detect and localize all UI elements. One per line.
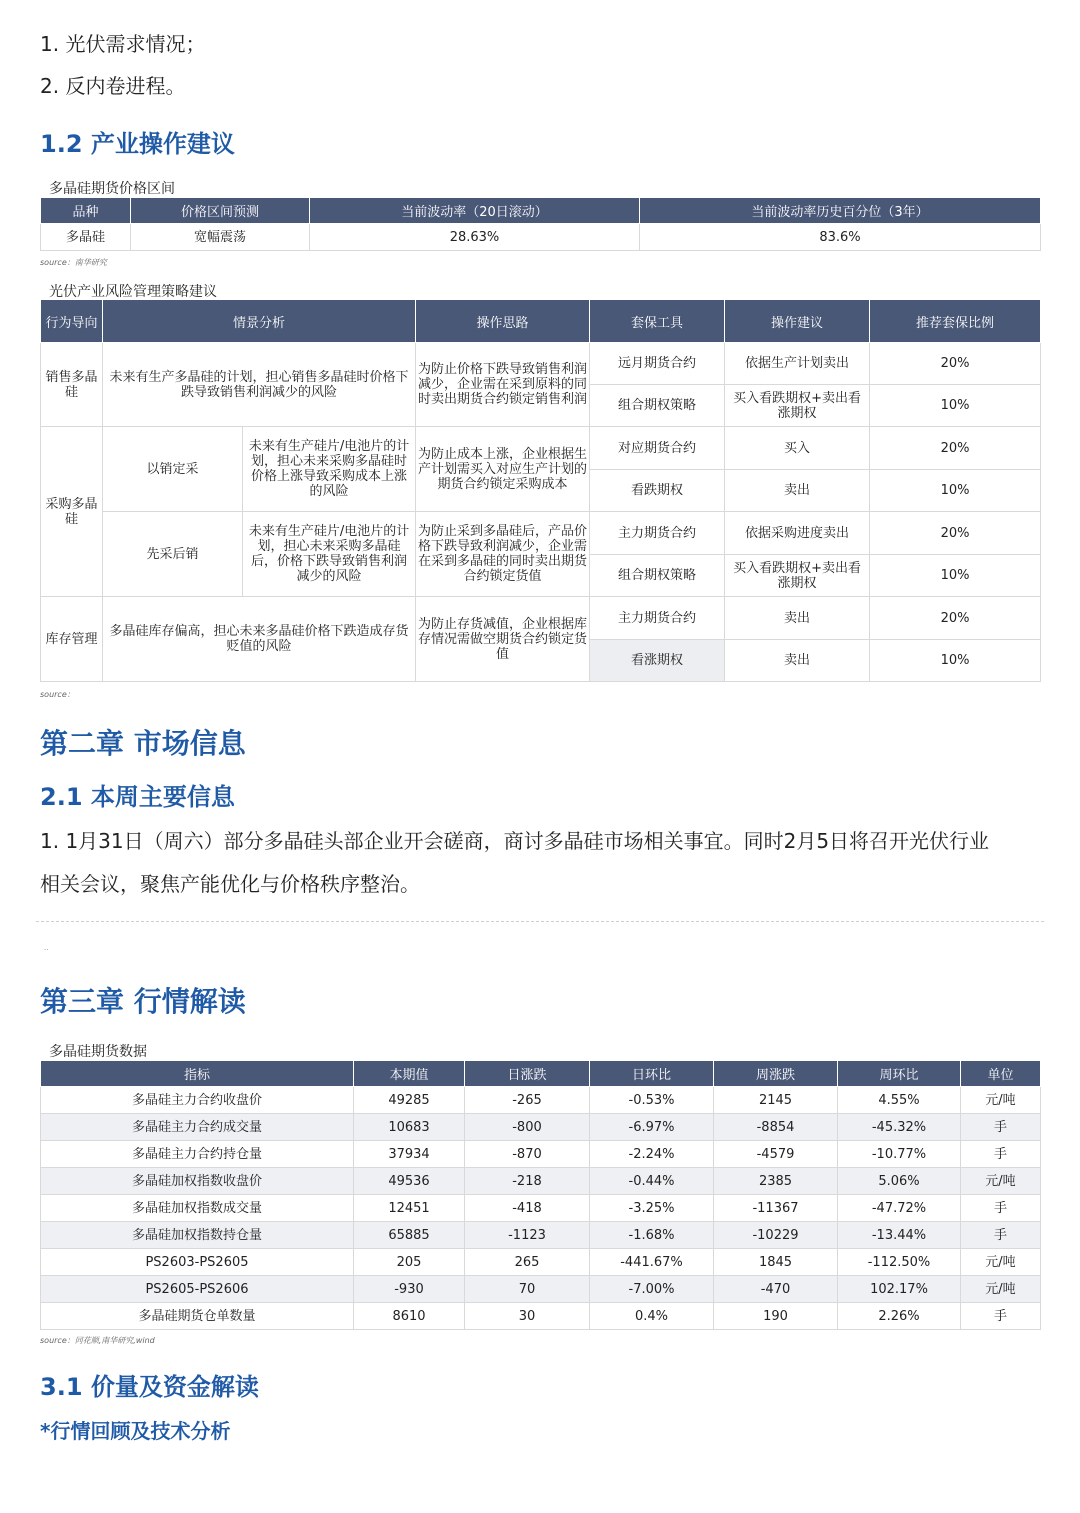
- ratio-cell: 20%: [870, 512, 1041, 555]
- table-cell: 0.4%: [590, 1303, 714, 1330]
- ratio-cell: 20%: [870, 343, 1041, 385]
- table-cell: 宽幅震荡: [131, 224, 310, 251]
- news-line-2: 相关会议，聚焦产能优化与价格秩序整治。: [40, 872, 420, 896]
- advice-cell: 买入看跌期权+卖出看涨期权: [725, 555, 870, 597]
- section-heading-2-1: 2.1 本周主要信息: [40, 783, 235, 811]
- scenario-cell: 未来有生产硅片/电池片的计划，担心未来采购多晶硅后，价格下跌导致销售利润减少的风险: [243, 512, 416, 597]
- tool-cell: 组合期权策略: [590, 385, 725, 427]
- table-header: 本期值: [354, 1061, 465, 1087]
- table-cell: -470: [714, 1276, 838, 1303]
- table-row: [41, 1303, 1041, 1330]
- table-cell: 83.6%: [640, 224, 1041, 251]
- table-cell: 手: [961, 1222, 1041, 1249]
- advice-cell: 依据生产计划卖出: [725, 343, 870, 385]
- table-cell: 49536: [354, 1168, 465, 1195]
- table-header: 操作建议: [725, 300, 870, 343]
- behavior-cell: 库存管理: [41, 597, 103, 682]
- table-cell: 205: [354, 1249, 465, 1276]
- table-header: 单位: [961, 1061, 1041, 1087]
- table-cell: 多晶硅加权指数持仓量: [41, 1222, 354, 1249]
- table-cell: 190: [714, 1303, 838, 1330]
- table-cell: 多晶硅: [41, 224, 131, 251]
- table-cell: 102.17%: [838, 1276, 961, 1303]
- advice-cell: 依据采购进度卖出: [725, 512, 870, 555]
- table-cell: 4.55%: [838, 1087, 961, 1114]
- futures-data-table: [40, 1060, 1041, 1330]
- mode-cell: 以销定采: [103, 427, 243, 512]
- section-divider: [36, 921, 1044, 922]
- table-header: 周涨跌: [714, 1061, 838, 1087]
- strategy-cell: 为防止采到多晶硅后，产品价格下跌导致利润减少，企业需在采到多晶硅的同时卖出期货合约锁定货值: [416, 512, 590, 597]
- table-row: [41, 1087, 1041, 1114]
- table-cell: -418: [465, 1195, 590, 1222]
- table-cell: 30: [465, 1303, 590, 1330]
- strategy-cell: 为防止价格下跌导致销售利润减少，企业需在采到原料的同时卖出期货合约锁定销售利润: [416, 343, 590, 427]
- price-range-table: [40, 197, 1041, 251]
- tool-cell: 主力期货合约: [590, 597, 725, 640]
- table-header: 价格区间预测: [131, 198, 310, 224]
- table-caption-futures-data: 多晶硅期货数据: [49, 1044, 147, 1060]
- ratio-cell: 10%: [870, 385, 1041, 427]
- behavior-cell: 采购多晶硅: [41, 427, 103, 597]
- table-cell: PS2603-PS2605: [41, 1249, 354, 1276]
- table-cell: 多晶硅期货仓单数量: [41, 1303, 354, 1330]
- table-cell: 2385: [714, 1168, 838, 1195]
- table-cell: PS2605-PS2606: [41, 1276, 354, 1303]
- tool-cell: 主力期货合约: [590, 512, 725, 555]
- section-heading-1-2: 1.2 产业操作建议: [40, 130, 235, 158]
- risk-strategy-table: [40, 299, 1041, 682]
- table-cell: 2145: [714, 1087, 838, 1114]
- table-header: 操作思路: [416, 300, 590, 343]
- ratio-cell: 20%: [870, 597, 1041, 640]
- advice-cell: 卖出: [725, 470, 870, 512]
- table-header: 套保工具: [590, 300, 725, 343]
- table-cell: -45.32%: [838, 1114, 961, 1141]
- table-cell: -1.68%: [590, 1222, 714, 1249]
- table-cell: 手: [961, 1303, 1041, 1330]
- table-row: [41, 1195, 1041, 1222]
- table-cell: 元/吨: [961, 1087, 1041, 1114]
- table-cell: -0.53%: [590, 1087, 714, 1114]
- table-cell: 多晶硅主力合约收盘价: [41, 1087, 354, 1114]
- table-cell: -47.72%: [838, 1195, 961, 1222]
- table-header: 行为导向: [41, 300, 103, 343]
- advice-cell: 买入: [725, 427, 870, 470]
- table-cell: 手: [961, 1141, 1041, 1168]
- table-header: 情景分析: [103, 300, 416, 343]
- table-cell: -6.97%: [590, 1114, 714, 1141]
- table-cell: 49285: [354, 1087, 465, 1114]
- table-cell: 多晶硅主力合约成交量: [41, 1114, 354, 1141]
- tool-cell: 组合期权策略: [590, 555, 725, 597]
- table-header: 品种: [41, 198, 131, 224]
- chapter-3-title: 第三章 行情解读: [40, 985, 246, 1018]
- advice-cell: 卖出: [725, 597, 870, 640]
- table-cell: 元/吨: [961, 1168, 1041, 1195]
- table-cell: -930: [354, 1276, 465, 1303]
- table-cell: -218: [465, 1168, 590, 1195]
- table-header: 当前波动率（20日滚动）: [310, 198, 640, 224]
- ratio-cell: 10%: [870, 640, 1041, 682]
- table-row: [41, 1114, 1041, 1141]
- chapter-2-title: 第二章 市场信息: [40, 727, 246, 760]
- table-cell: -13.44%: [838, 1222, 961, 1249]
- advice-cell: 买入看跌期权+卖出看涨期权: [725, 385, 870, 427]
- table-source-note: source：: [40, 690, 75, 699]
- scenario-cell: 多晶硅库存偏高，担心未来多晶硅价格下跌造成存货贬值的风险: [103, 597, 416, 682]
- table-cell: 5.06%: [838, 1168, 961, 1195]
- table-cell: -0.44%: [590, 1168, 714, 1195]
- table-header: 周环比: [838, 1061, 961, 1087]
- intro-line-1: 1. 光伏需求情况；: [40, 32, 206, 56]
- section-heading-3-1: 3.1 价量及资金解读: [40, 1373, 259, 1401]
- table-cell: -2.24%: [590, 1141, 714, 1168]
- table-cell: 70: [465, 1276, 590, 1303]
- table-cell: -1123: [465, 1222, 590, 1249]
- table-cell: 65885: [354, 1222, 465, 1249]
- table-cell: 元/吨: [961, 1249, 1041, 1276]
- table-cell: -441.67%: [590, 1249, 714, 1276]
- table-row: [41, 1276, 1041, 1303]
- table-cell: -10229: [714, 1222, 838, 1249]
- table-cell: 元/吨: [961, 1276, 1041, 1303]
- table-cell: 37934: [354, 1141, 465, 1168]
- table-caption-risk-strategy: 光伏产业风险管理策略建议: [49, 284, 217, 300]
- table-cell: 28.63%: [310, 224, 640, 251]
- mode-cell: 先采后销: [103, 512, 243, 597]
- table-header: 日环比: [590, 1061, 714, 1087]
- table-cell: -265: [465, 1087, 590, 1114]
- tool-cell: 看涨期权: [590, 640, 725, 682]
- ratio-cell: 10%: [870, 470, 1041, 512]
- tool-cell: 远月期货合约: [590, 343, 725, 385]
- table-header: 当前波动率历史百分位（3年）: [640, 198, 1041, 224]
- tool-cell: 对应期货合约: [590, 427, 725, 470]
- table-source-note: source：同花顺,南华研究,wind: [40, 1336, 155, 1345]
- table-cell: -800: [465, 1114, 590, 1141]
- table-cell: -112.50%: [838, 1249, 961, 1276]
- table-cell: -11367: [714, 1195, 838, 1222]
- tool-cell: 看跌期权: [590, 470, 725, 512]
- intro-line-2: 2. 反内卷进程。: [40, 74, 186, 98]
- table-cell: 多晶硅加权指数成交量: [41, 1195, 354, 1222]
- scenario-cell: 未来有生产硅片/电池片的计划，担心未来采购多晶硅时价格上涨导致采购成本上涨的风险: [243, 427, 416, 512]
- table-row: [41, 1249, 1041, 1276]
- table-row: [41, 1168, 1041, 1195]
- table-cell: 多晶硅主力合约持仓量: [41, 1141, 354, 1168]
- table-source-note: source：南华研究: [40, 258, 107, 267]
- strategy-cell: 为防止存货减值，企业根据库存情况需做空期货合约锁定货值: [416, 597, 590, 682]
- table-cell: -3.25%: [590, 1195, 714, 1222]
- table-cell: 12451: [354, 1195, 465, 1222]
- table-cell: -8854: [714, 1114, 838, 1141]
- table-header: 日涨跌: [465, 1061, 590, 1087]
- table-cell: -10.77%: [838, 1141, 961, 1168]
- table-caption-price-range: 多晶硅期货价格区间: [49, 181, 175, 197]
- table-header: 推荐套保比例: [870, 300, 1041, 343]
- table-cell: -4579: [714, 1141, 838, 1168]
- table-cell: 1845: [714, 1249, 838, 1276]
- behavior-cell: 销售多晶硅: [41, 343, 103, 427]
- table-row: [41, 1141, 1041, 1168]
- table-cell: -870: [465, 1141, 590, 1168]
- ratio-cell: 20%: [870, 427, 1041, 470]
- table-cell: 多晶硅加权指数收盘价: [41, 1168, 354, 1195]
- table-header: 指标: [41, 1061, 354, 1087]
- scenario-cell: 未来有生产多晶硅的计划，担心销售多晶硅时价格下跌导致销售利润减少的风险: [103, 343, 416, 427]
- advice-cell: 卖出: [725, 640, 870, 682]
- table-cell: 265: [465, 1249, 590, 1276]
- news-line-1: 1. 1月31日（周六）部分多晶硅头部企业开会磋商，商讨多晶硅市场相关事宜。同时2月5日将召开光伏行业: [40, 829, 990, 853]
- table-cell: 手: [961, 1114, 1041, 1141]
- strategy-cell: 为防止成本上涨，企业根据生产计划需买入对应生产计划的期货合约锁定采购成本: [416, 427, 590, 512]
- table-row: [41, 1222, 1041, 1249]
- sub-heading-market-review: *行情回顾及技术分析: [40, 1419, 231, 1443]
- table-cell: 2.26%: [838, 1303, 961, 1330]
- table-cell: 8610: [354, 1303, 465, 1330]
- table-cell: 10683: [354, 1114, 465, 1141]
- table-cell: 手: [961, 1195, 1041, 1222]
- tiny-mark: ..: [44, 944, 49, 952]
- ratio-cell: 10%: [870, 555, 1041, 597]
- table-cell: -7.00%: [590, 1276, 714, 1303]
